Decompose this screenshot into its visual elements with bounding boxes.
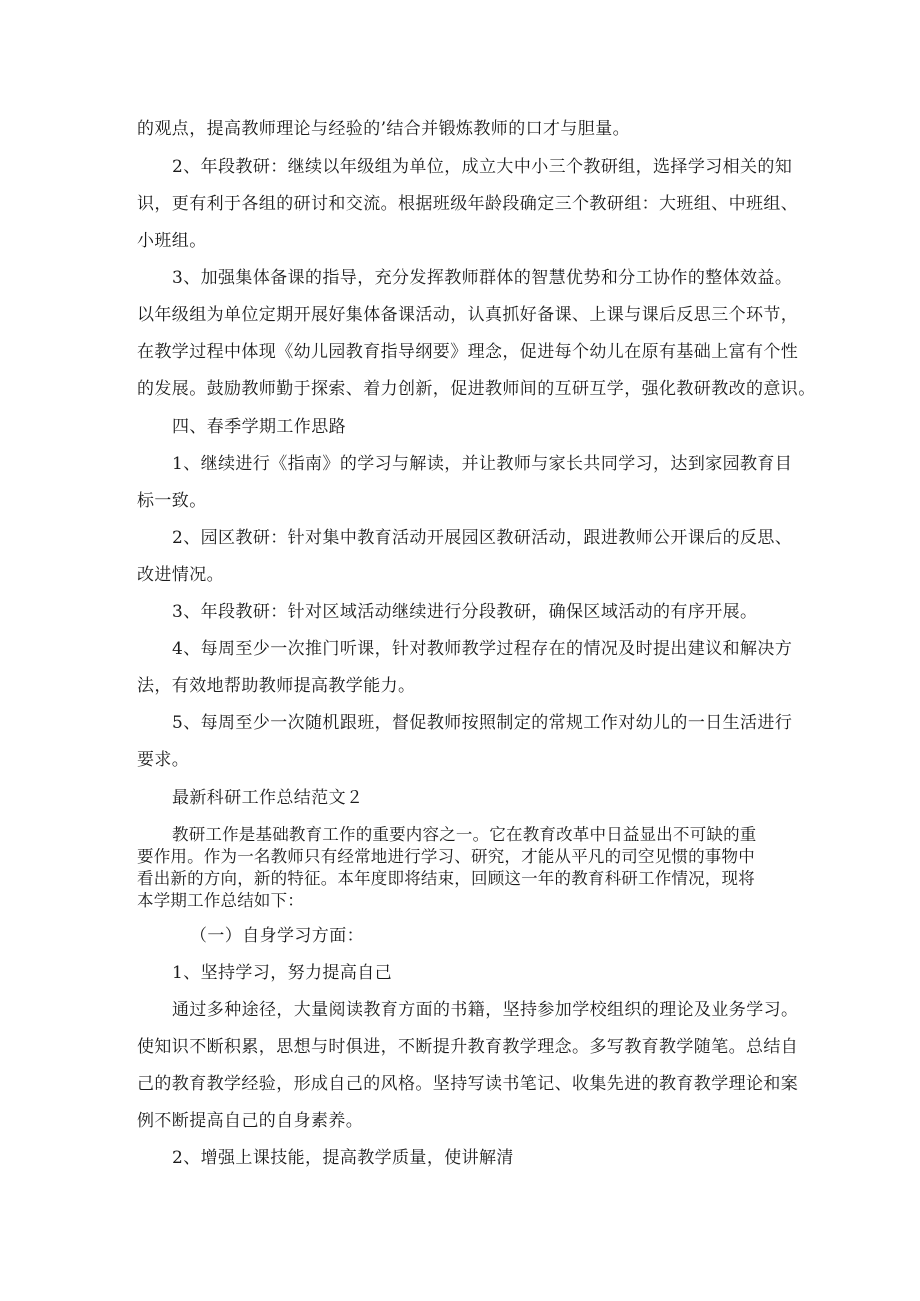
text-line: 3、加强集体备课的指导，充分发挥教师群体的智慧优势和分工协作的整体效益。 [172,268,793,288]
text-line: 的观点，提高教师理论与经验的’结合并锻炼教师的口才与胆量。 [137,119,631,139]
text-line: 2、增强上课技能，提高教学质量，使讲解清 [172,1148,514,1168]
text-line: 改进情况。 [137,565,224,585]
text-line: 识，更有利于各组的研讨和交流。根据班级年龄段确定三个教研组：大班组、中班组、 [137,194,799,214]
text-line: 3、年段教研：针对区域活动继续进行分段教研，确保区域活动的有序开展。 [172,602,758,622]
text-line: 标一致。 [137,491,207,511]
text-line: 1、坚持学习，努力提高自己 [172,963,393,983]
text-line: 5、每周至少一次随机跟班，督促教师按照制定的常规工作对幼儿的一日生活进行 [172,713,793,733]
text-line: 1、继续进行《指南》的学习与解读，并让教师与家长共同学习，达到家园教育目 [172,454,793,474]
text-line: 以年级组为单位定期开展好集体备课活动，认真抓好备课、上课与课后反思三个环节， [137,305,799,325]
text-line: 2、园区教研：针对集中教育活动开展园区教研活动，跟进教师公开课后的反思、 [172,528,793,548]
text-line: 使知识不断积累，思想与时俱进，不断提升教育教学理念。多写教育教学随笔。总结自 [137,1037,799,1057]
text-line: 例不断提高自己的自身素养。 [137,1111,364,1131]
text-line: 己的教育教学经验，形成自己的风格。坚持写读书笔记、收集先进的教育教学理论和案 [137,1074,799,1094]
text-line: 要作用。作为一名教师只有经常地进行学习、研究，才能从平凡的司空见惯的事物中 [137,847,755,866]
text-line: 2、年段教研：继续以年级组为单位，成立大中小三个教研组，选择学习相关的知 [172,157,793,177]
text-line: 法，有效地帮助教师提高教学能力。 [137,676,416,696]
text-line: 4、每周至少一次推门听课，针对教师教学过程存在的情况及时提出建议和解决方 [172,639,793,659]
text-line: 教研工作是基础教育工作的重要内容之一。它在教育改革中日益显出不可缺的重 [172,825,757,844]
section-heading: 四、春季学期工作思路 [172,417,346,437]
text-line: 看出新的方向，新的特征。本年度即将结束，回顾这一年的教育科研工作情况，现将 [137,869,755,888]
article-title: 最新科研工作总结范文２ [172,788,364,808]
text-line: 的发展。鼓励教师勤于探索、着力创新，促进教师间的互研互学，强化教研教改的意识。 [137,379,816,399]
subsection-heading: （一）自身学习方面： [190,926,364,946]
text-line: 通过多种途径，大量阅读教育方面的书籍，坚持参加学校组织的理论及业务学习。 [172,1000,799,1020]
text-line: 要求。 [137,750,190,770]
text-line: 小班组。 [137,231,207,251]
text-line: 本学期工作总结如下： [137,891,304,910]
text-line: 在教学过程中体现《幼儿园教育指导纲要》理念，促进每个幼儿在原有基础上富有个性 [137,342,799,362]
